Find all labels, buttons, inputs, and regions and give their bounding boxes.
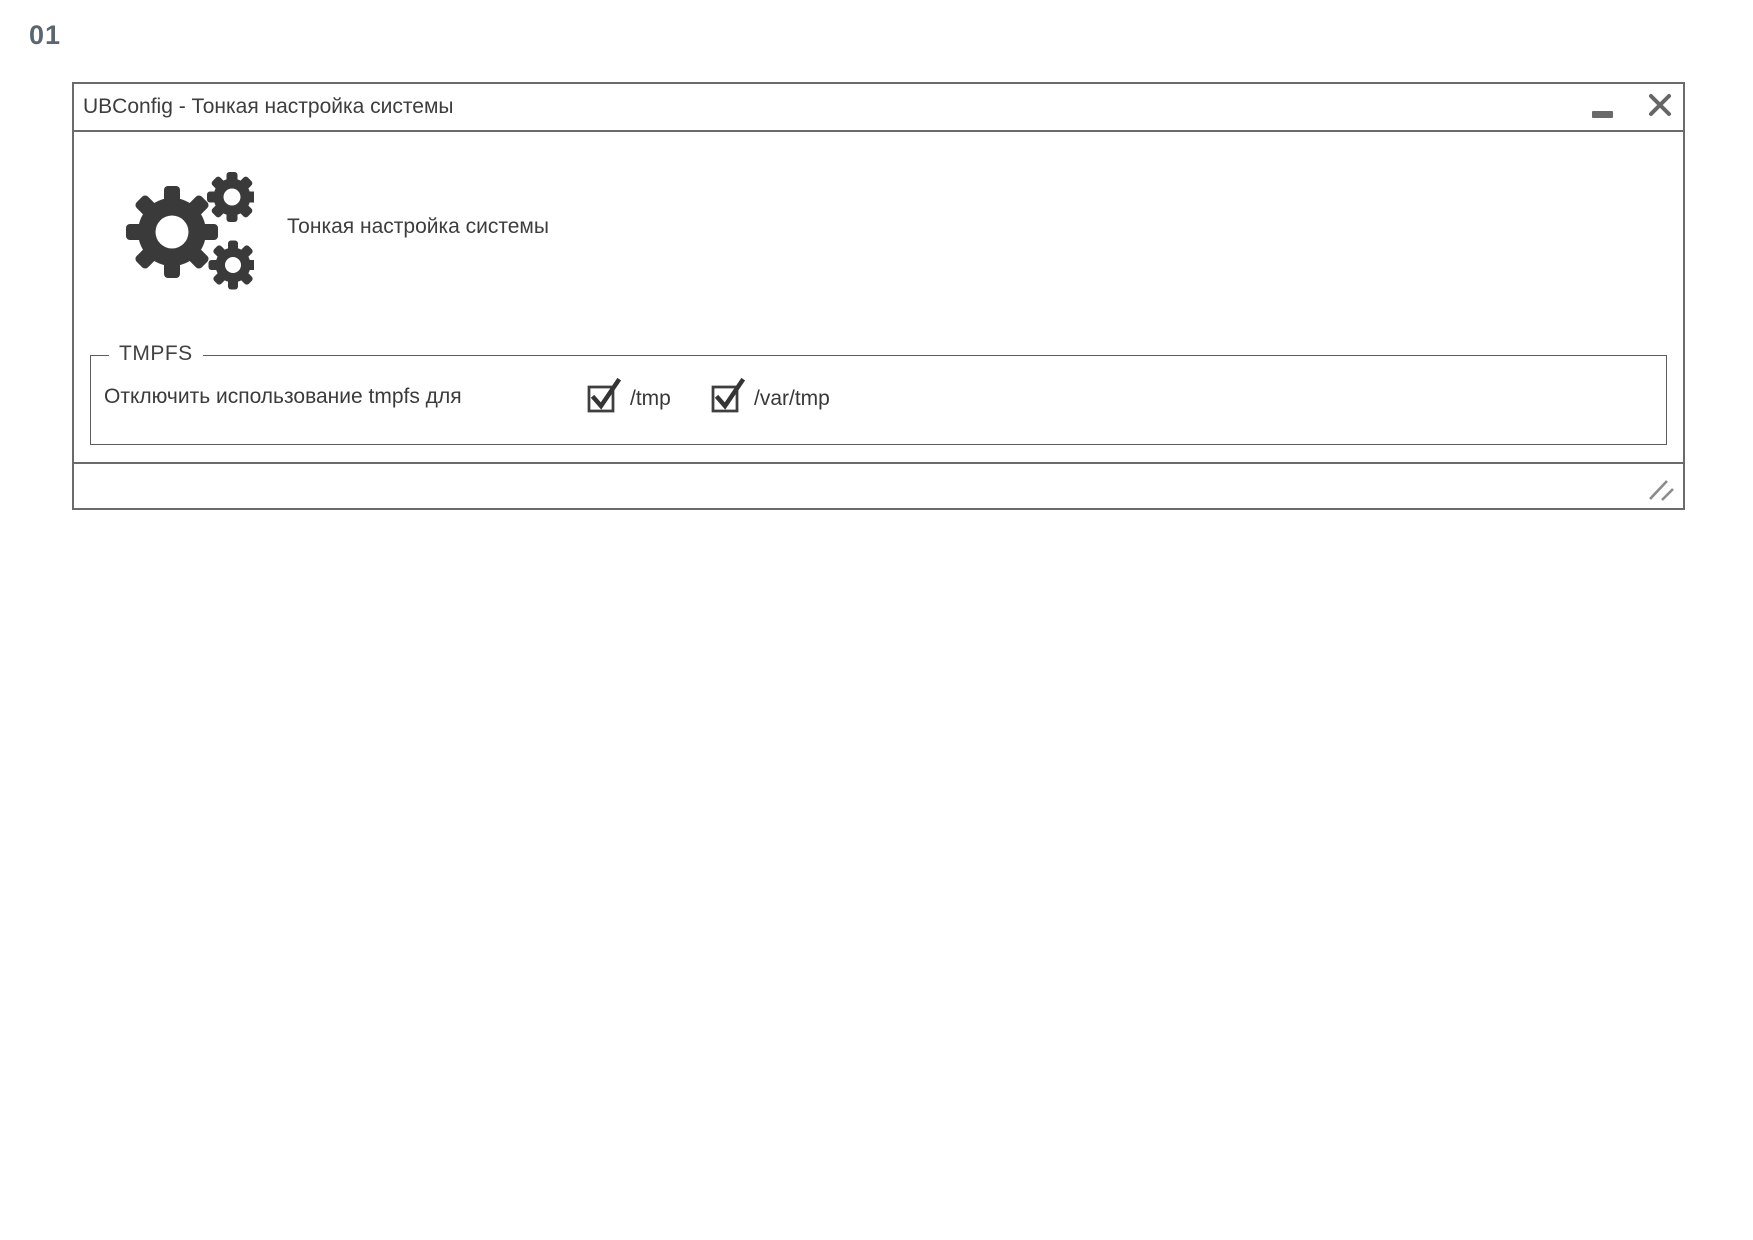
tmpfs-group	[90, 342, 1667, 445]
minimize-button[interactable]	[1588, 104, 1616, 120]
close-icon	[1647, 92, 1673, 118]
close-button[interactable]	[1645, 91, 1675, 121]
page-title: Тонкая настройка системы	[287, 215, 549, 238]
checkbox-tmp[interactable]	[587, 377, 671, 414]
tmpfs-row-label: Отключить использование tmpfs для	[104, 385, 462, 408]
gears-icon	[118, 170, 254, 294]
resize-grip-icon[interactable]	[1648, 478, 1676, 502]
window-title: UBConfig - Тонкая настройка системы	[83, 95, 454, 118]
checked-checkbox-icon[interactable]	[711, 377, 745, 414]
tmpfs-group-legend: TMPFS	[109, 342, 203, 366]
checkbox-var-tmp[interactable]	[711, 377, 830, 414]
screen-index-label: 01	[29, 20, 62, 50]
window-titlebar[interactable]	[74, 84, 1683, 132]
status-bar	[74, 462, 1683, 508]
checked-checkbox-icon[interactable]	[587, 377, 621, 414]
minimize-icon	[1592, 111, 1613, 118]
checkbox-label[interactable]: /var/tmp	[754, 387, 830, 410]
ubconfig-window	[72, 82, 1685, 510]
checkbox-label[interactable]: /tmp	[630, 387, 671, 410]
